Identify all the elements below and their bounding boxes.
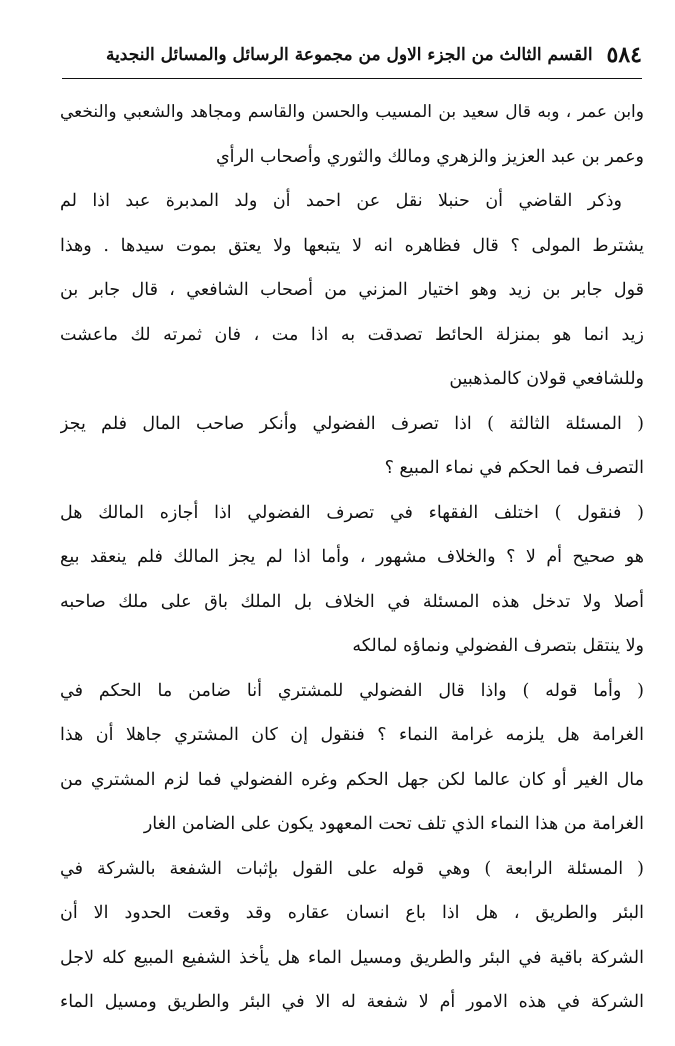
text-line: الشركة في هذه الامور أم لا شفعة له الا في البئر والطريق ومسيل الماء bbox=[60, 992, 644, 1012]
text-line: ولا ينتقل بتصرف الفضولي ونماؤه لمالكه bbox=[352, 636, 644, 656]
text-line: ( فنقول ) اختلف الفقهاء في تصرف الفضولي اذا أجازه المالك هل bbox=[60, 502, 644, 523]
text-line: وابن عمر ، وبه قال سعيد بن المسيب والحسن والقاسم ومجاهد والشعبي والنخعي bbox=[60, 102, 644, 122]
text-line: التصرف فما الحكم في نماء المبيع ؟ bbox=[384, 458, 644, 478]
text-line: يشترط المولى ؟ قال فظاهره انه لا يتبعها ولا يعتق بموت سيدها . وهذا bbox=[60, 235, 644, 256]
text-line: ( المسئلة الثالثة ) اذا تصرف الفضولي وأنكر صاحب المال فلم يجز bbox=[60, 413, 644, 434]
text-line: وذكر القاضي أن حنبلا نقل عن احمد أن ولد المدبرة عبد اذا لم bbox=[60, 191, 622, 211]
text-line: مال الغير أو كان عالما لكن جهل الحكم وغره الفضولي فما لزم المشتري من bbox=[60, 769, 644, 790]
text-line: أصلا ولا تدخل هذه المسئلة في الخلاف بل الملك باق على ملك صاحبه bbox=[60, 591, 644, 612]
text-line: الغرامة هل يلزمه غرامة النماء ؟ فنقول إن كان المشتري جاهلا أن هذا bbox=[60, 725, 644, 745]
text-line: وللشافعي قولان كالمذهبين bbox=[449, 369, 644, 389]
running-title: القسم الثالث من الجزء الاول من مجموعة الرسائل والمسائل النجدية bbox=[105, 45, 593, 65]
text-line: وعمر بن عبد العزيز والزهري ومالك والثوري وأصحاب الرأي bbox=[215, 146, 644, 167]
text-line: البئر والطريق ، هل اذا باع انسان عقاره وقد وقعت الحدود الا أن bbox=[60, 903, 644, 923]
text-line: الغرامة من هذا النماء الذي تلف تحت المعهود يكون على الضامن الغار bbox=[143, 814, 644, 834]
header-rule bbox=[62, 78, 642, 79]
text-line: ( المسئلة الرابعة ) وهي قوله على القول بإثبات الشفعة بالشركة في bbox=[60, 858, 644, 879]
text-line: زيد انما هو بمنزلة الحائط تصدقت به اذا مت ، فان ثمرته لك ماعشت bbox=[60, 324, 644, 345]
page-header bbox=[62, 38, 642, 72]
page-number: ٥٨٤ bbox=[606, 42, 642, 68]
text-line: الشركة باقية في البئر والطريق ومسيل الماء هل يأخذ الشفيع المبيع كله لاجل bbox=[60, 947, 644, 968]
text-line: قول جابر بن زيد وهو اختيار المزني من أصحاب الشافعي ، قال جابر بن bbox=[60, 280, 644, 300]
text-line: ( وأما قوله ) واذا قال الفضولي للمشتري أنا ضامن ما الحكم في bbox=[60, 680, 644, 701]
text-line: هو صحيح أم لا ؟ والخلاف مشهور ، وأما اذا لم يجز المالك فلم ينعقد بيع bbox=[60, 547, 644, 567]
body-text bbox=[60, 90, 644, 1025]
